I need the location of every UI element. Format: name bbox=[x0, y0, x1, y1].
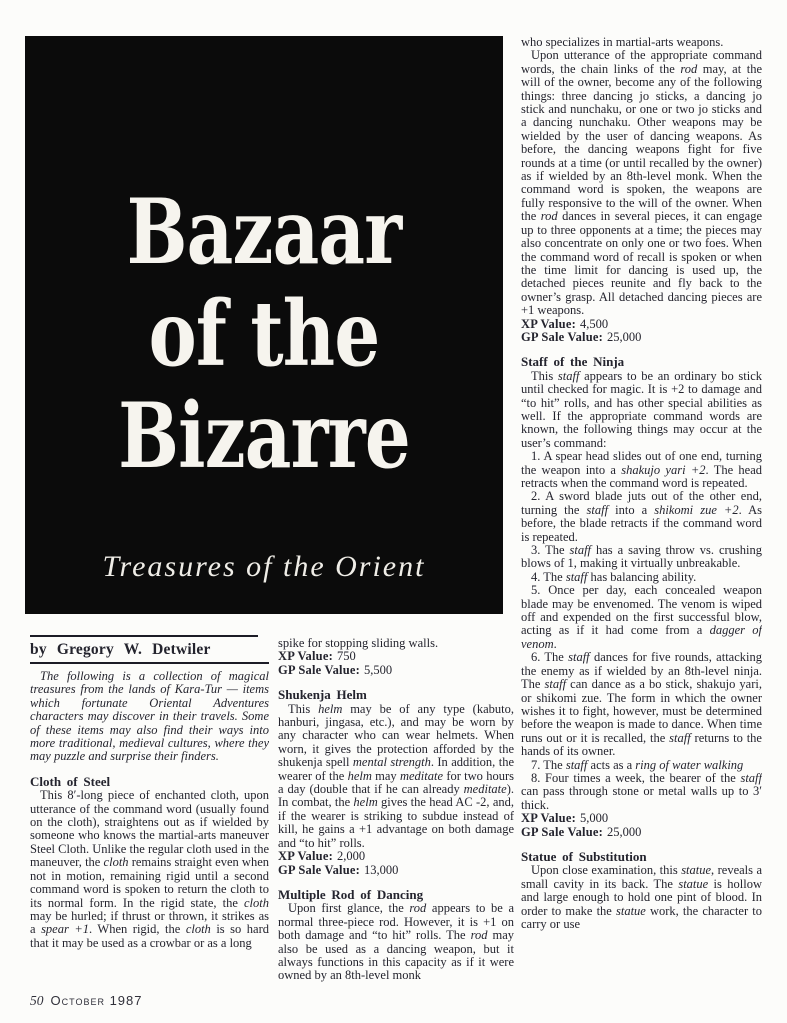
section-heading-multiple-rod-of-dancing: Multiple Rod of Dancing bbox=[278, 886, 424, 902]
stat-row-xp-staff bbox=[521, 812, 762, 825]
stat-row-gp-shukenja bbox=[278, 864, 514, 877]
stat-value: 750 bbox=[336, 649, 356, 664]
paragraph-rod-runover: who specializes in martial-arts weapons. bbox=[521, 36, 724, 49]
stat-value: 13,000 bbox=[363, 862, 399, 877]
column-middle bbox=[278, 637, 514, 995]
paragraph-shukenja-helm: This helm may be of any type (kabuto, hanburi, jingasa, etc.), and may be worn by any character who can wear helmets. When worn, it gives the protection afforded by the shukenja spell mental strength. In addition, the wearer of the helm may meditate for two hours a day (double that if he can already meditate). In combat, the helm gives the head AC -2, and, if the wearer is striking to subdue instead of kill, he gains a +1 advantage on both damage and “to hit” rolls. bbox=[278, 701, 514, 850]
paragraph-cloth-of-steel: This 8′-long piece of enchanted cloth, upon utterance of the command word (usually found on the cloth), straightens out as if wielded by someone who knows the martial-arts maneuver Steel Cloth. Unlike the regular cloth used in the maneuver, the cloth remains straight even when not in motion, remaining rigid until a second command word is spoken to return the cloth to its normal form. In the rigid state, the cloth may be hurled; if thrust or thrown, it strikes as a spear +1. When rigid, the cloth is so hard that it may be used as a crowbar or as a long bbox=[30, 788, 269, 950]
column-right bbox=[521, 36, 762, 988]
page-footer bbox=[30, 993, 142, 1009]
byline-rule-bottom bbox=[30, 662, 269, 664]
stat-value: 4,500 bbox=[579, 316, 609, 331]
title-line-1: Bazaar bbox=[126, 179, 402, 285]
stat-label: GP Sale Value: bbox=[278, 662, 360, 677]
column-left bbox=[30, 635, 269, 995]
article-subtitle: Treasures of the Orient bbox=[102, 550, 426, 583]
byline: by Gregory W. Detwiler bbox=[30, 641, 211, 658]
stat-value: 25,000 bbox=[606, 824, 642, 839]
section-heading-staff-of-the-ninja: Staff of the Ninja bbox=[521, 354, 625, 370]
stat-label: XP Value: bbox=[278, 849, 333, 864]
stat-row-xp-shukenja bbox=[278, 850, 514, 863]
list-item-staff-6: 6. The staff dances for five rounds, attacking the enemy as if wielded by an 8th-level ninja. The staff can dance as a bo stick, shakujo yari, or shikomi zue. The form in which the owner wishes it to fight, however, must be determined before the weapon is made to dance. When time runs out or it is recalled, the staff returns to the hands of its owner. bbox=[521, 650, 762, 759]
paragraph-rod-dancing-2: Upon utterance of the appropriate command words, the chain links of the rod may, at the will of the owner, become any of the following things: three dancing jo sticks, a dancing jo stick and nunchaku, or one or two jo sticks and a dancing nunchaku. Other weapons may be wielded by the user of dancing weapons. As before, the dancing weapons fight for five rounds at a time (or until recalled by the owner) as if wielded by an 8th-level monk. When the command word is spoken, the weapons are fully responsive to the will of the owner. When the rod dances in several pieces, it can engage up to three opponents at a time; the pieces may also concentrate on only one or two foes. When the command word of recall is spoken or when the time limit for dancing is used up, the detached pieces reunite and fly back to the owner’s grasp. All detached dancing pieces are +1 weapons. bbox=[521, 48, 762, 318]
list-item-staff-3: 3. The staff has a saving throw vs. crushing blows of 1, making it virtually unbreakable. bbox=[521, 543, 762, 571]
stat-label: XP Value: bbox=[521, 316, 576, 331]
title-line-2: of the bbox=[148, 281, 380, 387]
stat-value: 5,000 bbox=[579, 811, 609, 826]
paragraph-statue-of-substitution: Upon close examination, this statue, reveals a small cavity in its back. The statue is hollow and large enough to hold one pint of blood. In order to make the statue work, the character to carry or use bbox=[521, 863, 762, 931]
stat-row-xp-cloth bbox=[278, 650, 514, 663]
paragraph-cloth-runover: spike for stopping sliding walls. bbox=[278, 637, 439, 650]
stat-value: 25,000 bbox=[606, 329, 642, 344]
section-heading-shukenja-helm: Shukenja Helm bbox=[278, 687, 367, 703]
stat-label: GP Sale Value: bbox=[521, 824, 603, 839]
footer-issue: October 1987 bbox=[50, 993, 143, 1008]
page-title bbox=[73, 36, 455, 487]
list-item-staff-5: 5. Once per day, each concealed weapon blade may be envenomed. The venom is wiped off and expended on the first successful blow, acting as if it had come from a dagger of venom. bbox=[521, 583, 762, 651]
section-heading-statue-of-substitution: Statue of Substitution bbox=[521, 848, 647, 864]
stat-row-gp-cloth bbox=[278, 664, 514, 677]
paragraph-multiple-rod-of-dancing: Upon first glance, the rod appears to be a normal three-piece rod. However, it is +1 on both damage and “to hit” rolls. The rod may also be used as a dancing weapon, but it always functions in this capacity as if it were owned by an 8th-level monk bbox=[278, 901, 514, 983]
paragraph-staff-intro: This staff appears to be an ordinary bo stick until checked for magic. It is +2 to damage and “to hit” rolls, and has other special abilities as well. If the appropriate command words are known, the following things may occur at the user’s command: bbox=[521, 368, 762, 450]
list-item-staff-8: 8. Four times a week, the bearer of the staff can pass through stone or metal walls up to 3′ thick. bbox=[521, 770, 762, 812]
stat-row-gp-rod bbox=[521, 331, 762, 344]
stat-label: XP Value: bbox=[521, 811, 576, 826]
article-intro: The following is a collection of magical treasures from the lands of Kara-Tur — items which fortunate Oriental Adventures characters may discover in their travels. Some of these items may also find their ways into more traditional, medieval cultures, where they may puzzle and surprise their finders. bbox=[30, 669, 269, 764]
stat-row-gp-staff bbox=[521, 826, 762, 839]
list-item-staff-4: 4. The staff has balancing ability. bbox=[531, 569, 697, 584]
title-line-3: Bizarre bbox=[118, 383, 410, 489]
stat-value: 2,000 bbox=[336, 849, 366, 864]
stat-row-xp-rod bbox=[521, 318, 762, 331]
stat-label: GP Sale Value: bbox=[521, 329, 603, 344]
list-item-staff-7: 7. The staff acts as a ring of water walking bbox=[531, 757, 744, 772]
list-item-staff-2: 2. A sword blade juts out of the other end, turning the staff into a shikomi zue +2. As before, the blade retracts if the command word is repeated. bbox=[521, 489, 762, 544]
stat-label: GP Sale Value: bbox=[278, 862, 360, 877]
list-item-staff-1: 1. A spear head slides out of one end, turning the weapon into a shakujo yari +2. The head retracts when the command word is repeated. bbox=[521, 449, 762, 490]
stat-label: XP Value: bbox=[278, 649, 333, 664]
title-block bbox=[25, 36, 503, 614]
section-heading-cloth-of-steel: Cloth of Steel bbox=[30, 773, 111, 789]
stat-value: 5,500 bbox=[363, 662, 393, 677]
footer-page-number: 50 bbox=[30, 993, 44, 1008]
